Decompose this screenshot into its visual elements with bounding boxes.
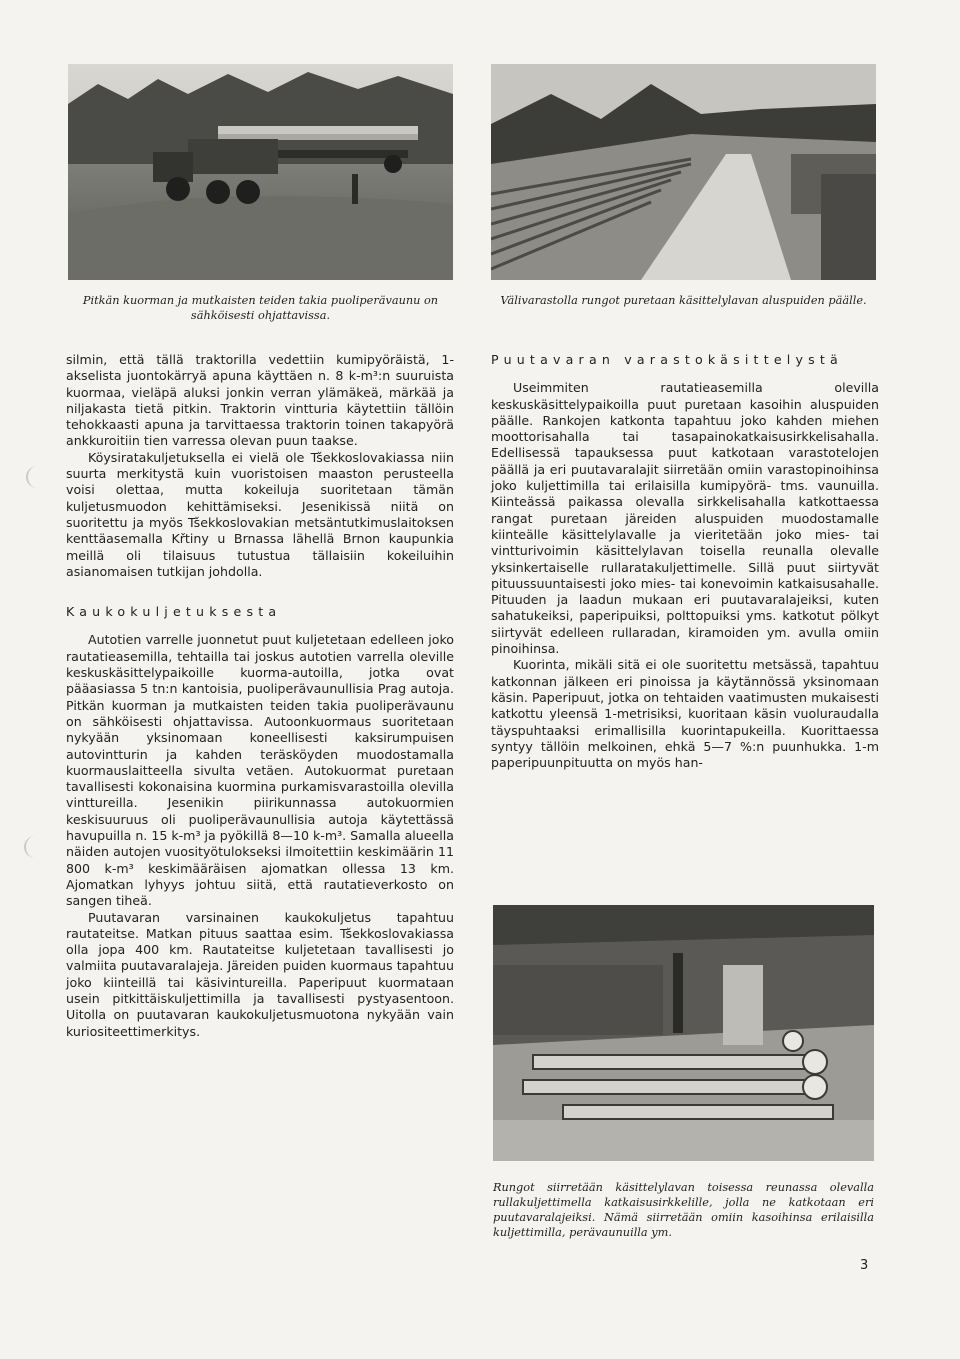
right-column [491, 352, 879, 771]
binding-hole-mark [24, 836, 40, 858]
photo-truck-with-logs [68, 64, 453, 280]
section-heading-kaukokuljetus: Kaukokuljetuksesta [66, 604, 282, 620]
left-paragraph-2: Köysiratakuljetuksella ei vielä ole Tšekkoslovakiassa niin suurta merkitystä kuin vuoristoisen maaston perusteella voisi olettaa, mutta kokeiluja suoritetaan tämän kuljetusmuodon kehittämiseksi. Jesenikissä niitä on suoritettu ja myös Tšekkoslovakian metsäntutkimuslaitoksen kenttäasemalla Křtiny u Brnassa lähellä Brnon kaupunkia meillä oli tilaisuus tutustua tällaisiin kokeiluihin asianomaisen tutkijan johdolla. [66, 449, 454, 579]
caption-photo-1: Pitkän kuorman ja mutkaisten teiden takia puoliperävaunu on sähköisesti ohjattavissa. [82, 294, 439, 322]
caption-photo-2: Välivarastolla rungot puretaan käsittelylavan aluspuiden päälle. [500, 294, 867, 307]
photo-log-depot [491, 64, 876, 280]
left-paragraph-4: Puutavaran varsinainen kaukokuljetus tapahtuu rautateitse. Matkan pituus saattaa esim. Tšekkoslovakiassa olla jopa 400 km. Rautateitse kuljetetaan tavallisesti jo valmiita puutavaralajeja. Järeiden puiden kuormaus tapahtuu joko kiinteillä tai käsivintureilla. Paperipuut kuormataan usein pitkittäiskuljettimilla ja tavallisesti pystyasentoon. Uitolla on puutavaran kaukokuljetusmuotona nykyään vain kuriositeettimerkitys. [66, 909, 454, 1039]
caption-photo-3: Rungot siirretään käsittelylavan toisessa reunassa olevalla rullakuljettimella katkaisusirkkelille, jolla ne katkotaan eri puutavaralajeiksi. Nämä siirretään omiin kasoihinsa erilaisilla kuljettimilla, perävaunuilla ym. [493, 1181, 874, 1239]
log-depot-icon [491, 64, 876, 280]
section-heading-varastokasittely: Puutavaran varastokäsittelystä [491, 352, 843, 367]
left-paragraph-3: Autotien varrelle juonnetut puut kuljetetaan edelleen joko rautatieasemilla, tehtailla tai joskus autotien varrella oleville keskuskäsittelypaikoille kuorma-autoilla, jotka ovat pääasiassa 5 tn:n kantoisia, puoliperävaunullisia Prag autoja. Pitkän kuorman ja mutkaisten teiden takia puoliperävaunu on sähköisesti ohjattavissa. Autoonkuormaus suoritetaan nykyään yksinomaan koneellisesti kaksirumpuisen autovintturin ja kahden teräsköyden muodostamalla kuormauslaitteella sivulta vetäen. Autokuormat puretaan tavallisesti kokonaisina kuormina purkamisvarastoilla olevilla vinttureilla. Jesenikin piirikunnassa autokuormien keskisuuruus oli puoliperävaunullisia autoja käytettässä havupuilla n. 15 k-m³ ja pyökillä 8—10 k-m³. Samalla alueella näiden autojen vuosityötulokseksi ilmoitettiin keskimäärin 11 800 k-m³ keskimääräisen ajomatkan ollessa 13 km. Ajomatkan lyhyys johtuu siitä, että rautatieverkosto on sangen tiheä. [66, 632, 455, 909]
right-paragraph-2: Kuorinta, mikäli sitä ei ole suoritettu metsässä, tapahtuu katkonnan jälkeen eri pinoissa ja käytännössä yksinomaan käsin. Paperipuut, jotka on tehtaiden vaatimusten mukaisesti katkottu yleensä 1-metrisiksi, kuoritaan käsin vuoluraudalla täyspuhtaaksi erimallisilla kuorintapukeilla. Kuorittaessa syntyy tällöin melkoinen, ehkä 5—7 %:n puunhukka. 1-m paperipuunpituutta on myös han- [491, 657, 879, 771]
left-paragraph-1: silmin, että tällä traktorilla vedettiin kumipyöräistä, 1-akselista juontokärryä apuna käyttäen n. 8 k-m³:n suuruista kuormaa, vieläpä aluksi jonkin verran ylämäkeä, märkää ja niljakasta tietä pitkin. Traktorin vintturia käytettiin tällöin tehokkaasti apuna ja tarvittaessa traktorin toinen takapyörä ankkuroitiin tien varressa olevan puun taakse. [66, 352, 454, 449]
photo-log-skids [493, 905, 874, 1161]
right-paragraph-1: Useimmiten rautatieasemilla olevilla keskuskäsittelypaikoilla puut puretaan kasoihin aluspuiden päälle. Rankojen katkonta tapahtuu joko kahden miehen moottorisahalla tai tasapainokatkaisusirkkelisahalla. Edellisessä tapauksessa puut katkotaan varastotelojen päällä ja eri puutavaralajit siirretään omiin varastopinoihinsa joko kuljettimilla tai erilaisilla kumipyörä- tms. vaunuilla. Kiinteässä paikassa olevalla sirkkelisahalla katkottaessa rangat puretaan järeiden aluspuiden muodostamalle kiinteälle käsittelylavalle ja vieritetään joko mies- tai vintturivoimin käsittelylavan toisella reunalla olevalle yksinkertaiselle rullaratakuljettimelle. Sillä puut siirtyvät pituussuuntaisesti joko mies- tai konevoimin katkaisusahalle. Pituuden ja laadun mukaan eri puutavaralajeiksi, kuten sahatukeiksi, paperipuiksi, polttopuiksi yms. katkotut pölkyt siirtyvät edelleen rullaradan, kiramoiden ym. avulla omiin pinoihinsa. [491, 380, 879, 657]
left-column [66, 352, 454, 1040]
truck-with-logs-icon [68, 64, 453, 280]
log-skids-icon [493, 905, 874, 1161]
binding-hole-mark [26, 466, 42, 488]
page-number: 3 [860, 1258, 869, 1273]
